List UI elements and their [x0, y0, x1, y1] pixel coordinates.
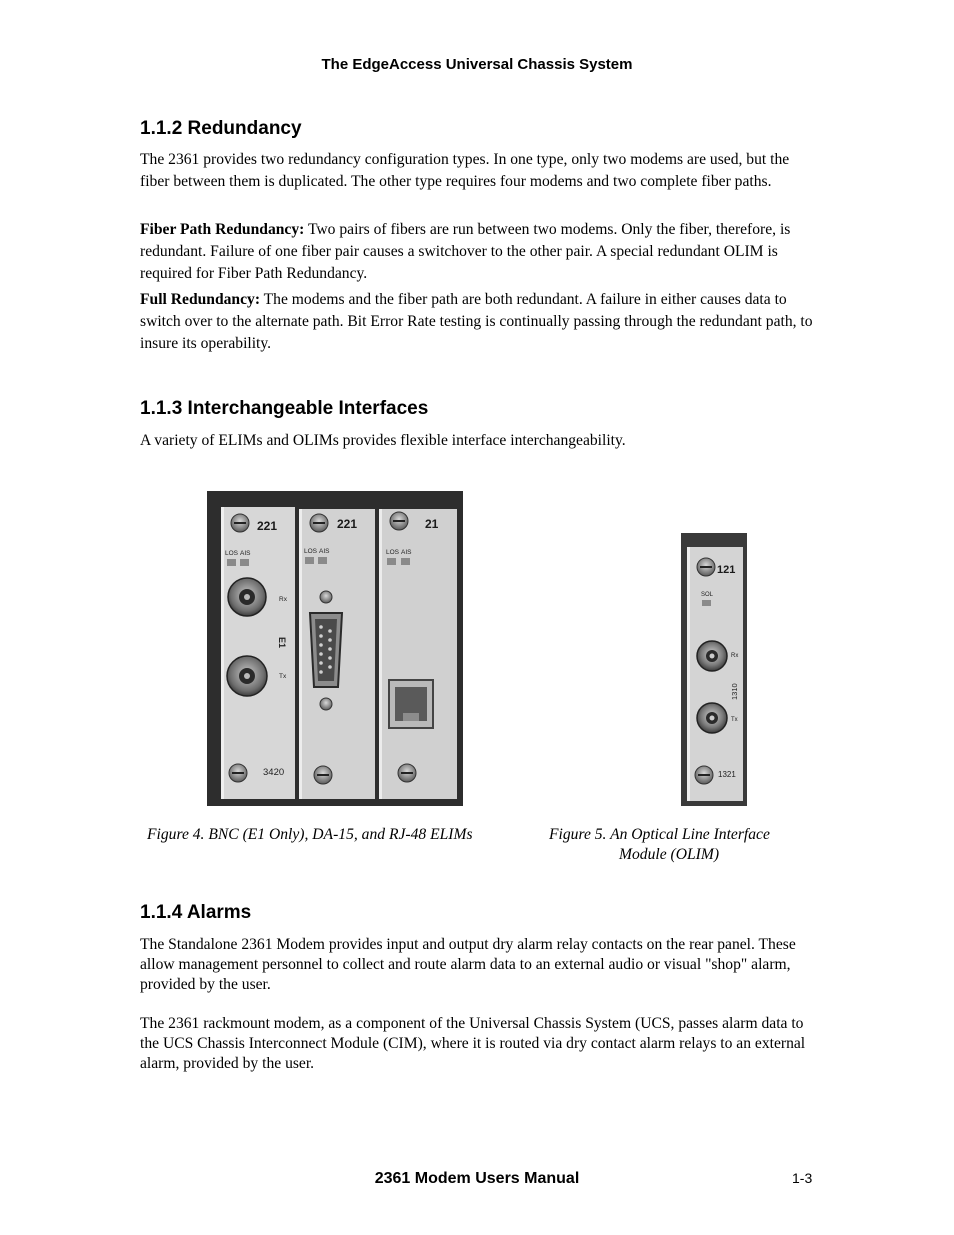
card1-led-ais: AIS	[240, 550, 251, 557]
alarms-paragraph-1: The Standalone 2361 Modem provides input and output dry alarm relay contacts on the rear panel. These allow management personnel to collect and route alarm data to an external audio or visual "shop" alarm, provided by the user.	[140, 936, 796, 993]
section-heading-interfaces: 1.1.3 Interchangeable Interfaces	[140, 398, 429, 419]
olim-model: 121	[717, 564, 736, 576]
figure-5-photo	[681, 533, 747, 806]
card2-model: 221	[337, 517, 358, 531]
section-heading-redundancy: 1.1.2 Redundancy	[140, 118, 302, 139]
elim-cards-illustration	[207, 491, 463, 806]
page-number: 1-3	[792, 1170, 813, 1186]
card1-part-number: 3420	[263, 767, 285, 778]
figure-5-caption-line1: Figure 5. An Optical Line Interface	[549, 826, 770, 843]
figure-5-caption	[549, 825, 809, 865]
full-redundancy-term: Full Redundancy:	[140, 291, 261, 308]
fiber-path-text: Two pairs of fibers are run between two modems. Only the fiber, therefore, is redundant. Failure of one fiber pair causes a switchover to the other pair. A special redundant OLIM is required for Fiber Path Redundancy.	[140, 221, 791, 282]
olim-side-label: 1310	[730, 683, 739, 700]
full-redundancy-text: The modems and the fiber path are both redundant. A failure in either causes data to switch over to the alternate path. Bit Error Rate testing is continually passing through the redundant path, to insure its operability.	[140, 291, 813, 352]
running-header: The EdgeAccess Universal Chassis System	[321, 56, 633, 73]
full-redundancy-paragraph	[140, 289, 820, 355]
card2-led-ais: AIS	[319, 548, 330, 555]
fiber-path-term: Fiber Path Redundancy:	[140, 221, 305, 238]
figure-5-caption-line2: Module (OLIM)	[619, 846, 720, 863]
olim-part-number: 1321	[718, 770, 736, 779]
olim-port-rx: Rx	[731, 653, 739, 659]
card1-side-label: E1	[277, 637, 287, 649]
alarms-paragraph-2: The 2361 rackmount modem, as a component of the Universal Chassis System (UCS, passes alarm data to the UCS Chassis Interconnect Module (CIM), where it is routed via dry contact alarm relays to an external alarm, provided by the user.	[140, 1015, 806, 1072]
card3-model: 21	[425, 517, 439, 531]
olim-led-label: SOL	[701, 592, 714, 598]
card1-led-los: LOS	[225, 550, 239, 557]
footer-title: 2361 Modem Users Manual	[374, 1170, 580, 1187]
card3-led-ais: AIS	[401, 549, 412, 556]
figure-4-caption: Figure 4. BNC (E1 Only), DA-15, and RJ-48 ELIMs	[147, 826, 473, 843]
interfaces-text: A variety of ELIMs and OLIMs provides flexible interface interchangeability.	[140, 432, 626, 449]
redundancy-intro: The 2361 provides two redundancy configuration types. In one type, only two modems are used, but the fiber between them is duplicated. The other type requires four modems and two complete fiber paths.	[140, 151, 790, 190]
card1-model: 221	[257, 519, 278, 533]
card2-led-los: LOS	[304, 548, 318, 555]
olim-port-tx: Tx	[731, 717, 738, 723]
card1-port-rx: Rx	[279, 596, 287, 603]
olim-card-illustration	[681, 533, 747, 806]
figure-4-photo	[207, 491, 463, 806]
section-heading-alarms: 1.1.4 Alarms	[140, 902, 252, 923]
card1-port-tx: Tx	[279, 673, 287, 680]
fiber-path-paragraph	[140, 219, 820, 285]
card3-led-los: LOS	[386, 549, 400, 556]
